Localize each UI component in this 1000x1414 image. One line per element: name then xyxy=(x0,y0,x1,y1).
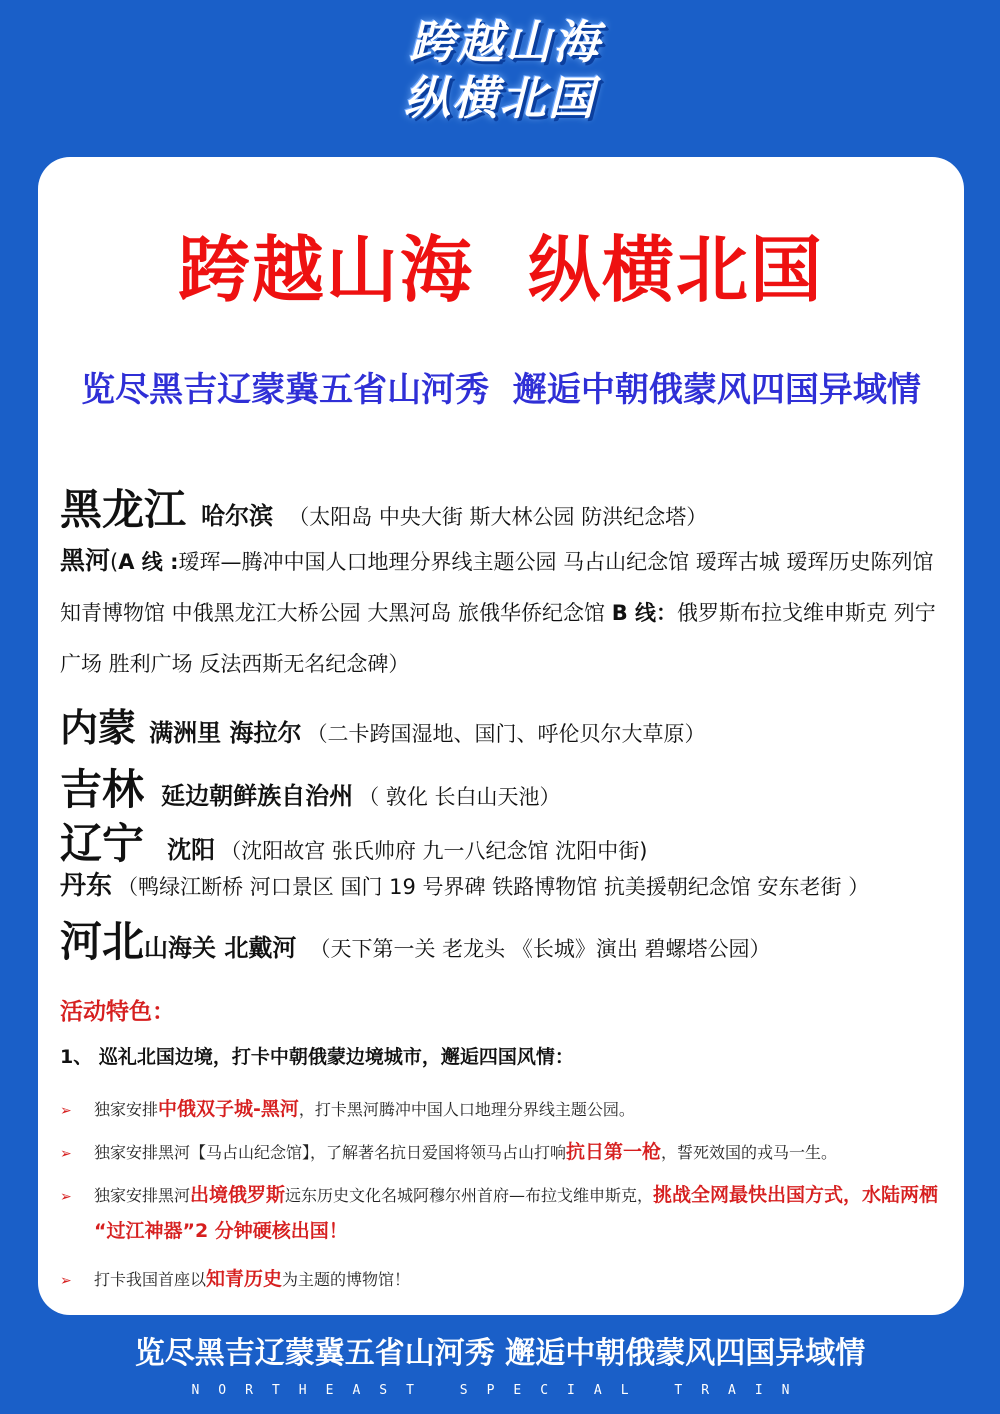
bullet-text: 独家安排 xyxy=(94,1100,159,1119)
a-line-label: A 线 : xyxy=(118,550,179,574)
city-name: 黑河 xyxy=(60,546,111,575)
attractions: （ 敦化 长白山天池） xyxy=(358,785,561,809)
bullet-highlight: “过江神器”2 分钟硬核出国！ xyxy=(94,1220,348,1242)
list-item xyxy=(60,1135,944,1171)
province-name: 吉林 xyxy=(60,765,145,814)
city-name: 沈阳 xyxy=(167,836,216,864)
bullet-highlight: 知青历史 xyxy=(206,1268,283,1290)
a-line-attractions: 瑷珲—腾冲中国人口地理分界线主题公园 马占山纪念馆 瑷珲古城 瑷珲历史陈列馆 知青博物馆 中俄黑龙江大桥公园 大黑河岛 旅俄华侨纪念馆 xyxy=(60,550,934,625)
bullet-text: 独家安排黑河【马占山纪念馆】，了解著名抗日爱国将领马占山打响 xyxy=(94,1143,567,1162)
footer-slogan: 览尽黑吉辽蒙冀五省山河秀 邂逅中朝俄蒙风四国异域情 xyxy=(134,1336,866,1371)
city-name: 丹东 xyxy=(60,871,113,901)
subtitle: 览尽黑吉辽蒙冀五省山河秀 邂逅中朝俄蒙风四国异域情 xyxy=(81,370,921,410)
province-name: 黑龙江 xyxy=(60,485,187,534)
bullet-text: ，打卡黑河腾冲中国人口地理分界线主题公园。 xyxy=(298,1100,635,1119)
main-title: 跨越山海 纵横北国 xyxy=(177,228,825,312)
footer-english: NORTHEAST SPECIAL TRAIN xyxy=(191,1383,809,1398)
province-name: 河北 xyxy=(60,917,145,966)
bullet-text: 独家安排黑河 xyxy=(94,1186,191,1205)
list-item xyxy=(60,1262,944,1298)
region-liaoning xyxy=(60,811,944,871)
attractions: （天下第一关 老龙头 《长城》演出 碧螺塔公园） xyxy=(309,937,771,961)
bullet-text: ，誓死效国的戎马一生。 xyxy=(661,1143,838,1162)
b-line-label: B 线： xyxy=(611,601,678,625)
b-line-attractions: 俄罗斯布拉戈维申斯克 列宁广场 胜利广场 反法西斯无名纪念碑） xyxy=(60,601,936,676)
bullet-text: 远东历史文化名城阿穆尔州首府—布拉戈维申斯克， xyxy=(285,1186,654,1205)
region-heihe xyxy=(60,535,944,690)
region-heilongjiang xyxy=(60,477,944,537)
logo-line-1: 跨越山海 xyxy=(409,15,601,69)
city-name: 延边朝鲜族自治州 xyxy=(161,782,354,810)
bullet-highlight: 抗日第一枪 xyxy=(566,1141,662,1163)
bullet-highlight: 挑战全网最快出国方式，水陆两栖 xyxy=(653,1184,939,1206)
city-names: 满洲里 海拉尔 xyxy=(149,719,302,747)
attractions: （沈阳故宫 张氏帅府 九一八纪念馆 沈阳中街) xyxy=(220,839,648,863)
logo xyxy=(355,14,655,154)
arrow-bullet-icon: ➢ xyxy=(60,1273,72,1289)
content-card xyxy=(38,157,964,1315)
city-name: 哈尔滨 xyxy=(201,502,274,530)
region-hebei xyxy=(60,909,944,969)
bullet-highlight: 中俄双子城-黑河 xyxy=(158,1098,299,1120)
region-jilin xyxy=(60,757,944,817)
region-dandong xyxy=(60,865,944,902)
activity-heading: 活动特色： xyxy=(60,999,175,1025)
bullet-highlight: 出境俄罗斯 xyxy=(190,1184,286,1206)
city-names: 山海关 北戴河 xyxy=(144,934,297,962)
arrow-bullet-icon: ➢ xyxy=(60,1146,72,1162)
open-paren: ( xyxy=(110,550,119,574)
province-name: 内蒙 xyxy=(60,706,137,750)
attractions: （太阳岛 中央大街 斯大林公园 防洪纪念塔） xyxy=(288,505,708,529)
list-item xyxy=(60,1092,944,1128)
activity-point-1: 1、 巡礼北国边境，打卡中朝俄蒙边境城市，邂逅四国风情： xyxy=(60,1046,574,1068)
bullet-text: 打卡我国首座以 xyxy=(94,1270,207,1289)
arrow-bullet-icon: ➢ xyxy=(60,1189,72,1205)
attractions: （鸭绿江断桥 河口景区 国门 19 号界碑 铁路博物馆 抗美援朝纪念馆 安东老街 ） xyxy=(117,875,870,899)
list-item xyxy=(60,1178,944,1249)
logo-line-2: 纵横北国 xyxy=(404,71,596,125)
attractions: （二卡跨国湿地、国门、呼伦贝尔大草原） xyxy=(306,722,706,746)
province-name: 辽宁 xyxy=(60,819,145,868)
region-neimeng xyxy=(60,697,944,752)
arrow-bullet-icon: ➢ xyxy=(60,1103,72,1119)
bullet-text: 为主题的博物馆！ xyxy=(282,1270,411,1289)
